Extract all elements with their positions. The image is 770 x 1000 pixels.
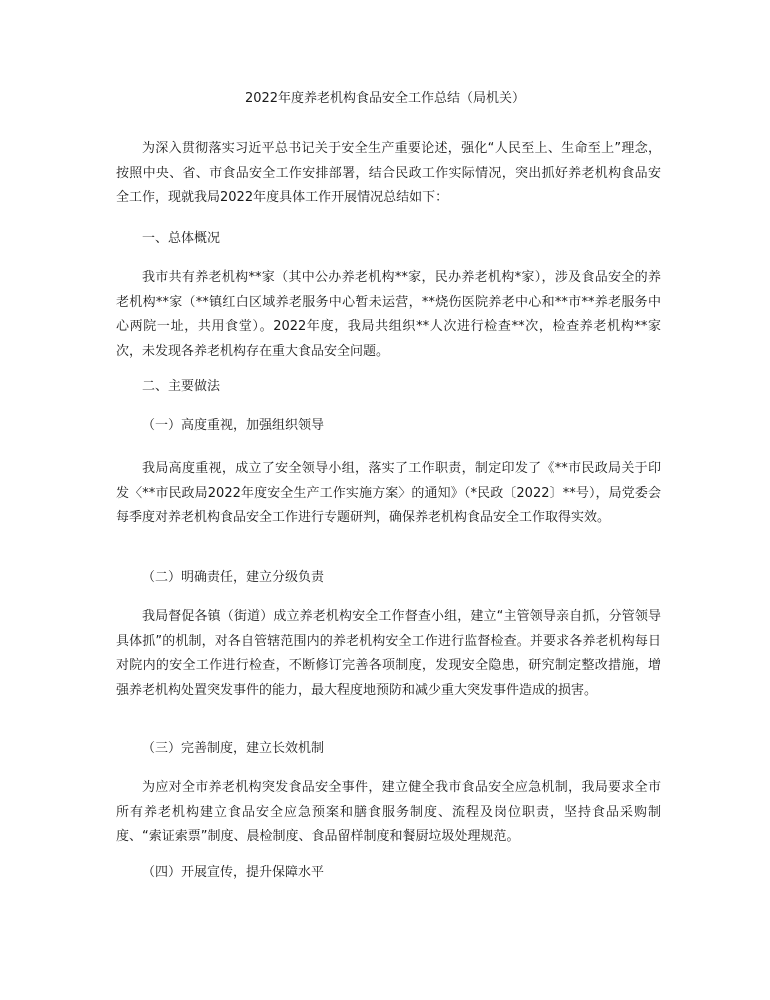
intro-paragraph: 为深入贯彻落实习近平总书记关于安全生产重要论述，强化“人民至上、生命至上”理念，按照中央、省、市食品安全工作安排部署，结合民政工作实际情况，突出抓好养老机构食品安全工作，现就我局2022年度具体工作开展情况总结如下： <box>116 141 661 205</box>
subsection-2-paragraph: 我局督促各镇（街道）成立养老机构安全工作督查小组，建立“主管领导亲自抓，分管领导具体抓”的机制，对各自管辖范围内的养老机构安全工作进行监督检查。并要求各养老机构每日对院内的安全工作进行检查，不断修订完善各项制度，发现安全隐患，研究制定整改措施，增强养老机构处置突发事件的能力，最大程度地预防和减少重大突发事件造成的损害。 <box>116 609 661 698</box>
subsection-heading-3: （三）完善制度，建立长效机制 <box>142 741 325 756</box>
overview-paragraph: 我市共有养老机构**家（其中公办养老机构**家，民办养老机构*家），涉及食品安全的养老机构**家（**镇红白区域养老服务中心暂未运营，**烧伤医院养老中心和**市**养老服务中心两院一址，共用食堂）。2022年度，我局共组织**人次进行检查**次，检查养老机构**家次，未发现各养老机构存在重大食品安全问题。 <box>116 270 661 359</box>
subsection-heading-1: （一）高度重视，加强组织领导 <box>142 418 325 433</box>
section-heading-main-practices: 二、主要做法 <box>142 379 221 394</box>
section-heading-overview: 一、总体概况 <box>142 231 221 246</box>
subsection-heading-2: （二）明确责任，建立分级负责 <box>142 570 325 585</box>
document-title: 2022年度养老机构食品安全工作总结（局机关） <box>244 91 526 106</box>
subsection-1-paragraph: 我局高度重视，成立了安全领导小组，落实了工作职责，制定印发了《**市民政局关于印发〈**市民政局2022年度安全生产工作实施方案〉的通知》（*民政〔2022〕**号），局党委会每季度对养老机构食品安全工作进行专题研判，确保养老机构食品安全工作取得实效。 <box>116 461 661 525</box>
subsection-heading-4: （四）开展宣传，提升保障水平 <box>142 865 325 880</box>
subsection-3-paragraph: 为应对全市养老机构突发食品安全事件，建立健全我市食品安全应急机制，我局要求全市所有养老机构建立食品安全应急预案和膳食服务制度、流程及岗位职责，坚持食品采购制度、“索证索票”制度、晨检制度、食品留样制度和餐厨垃圾处理规范。 <box>116 780 661 844</box>
